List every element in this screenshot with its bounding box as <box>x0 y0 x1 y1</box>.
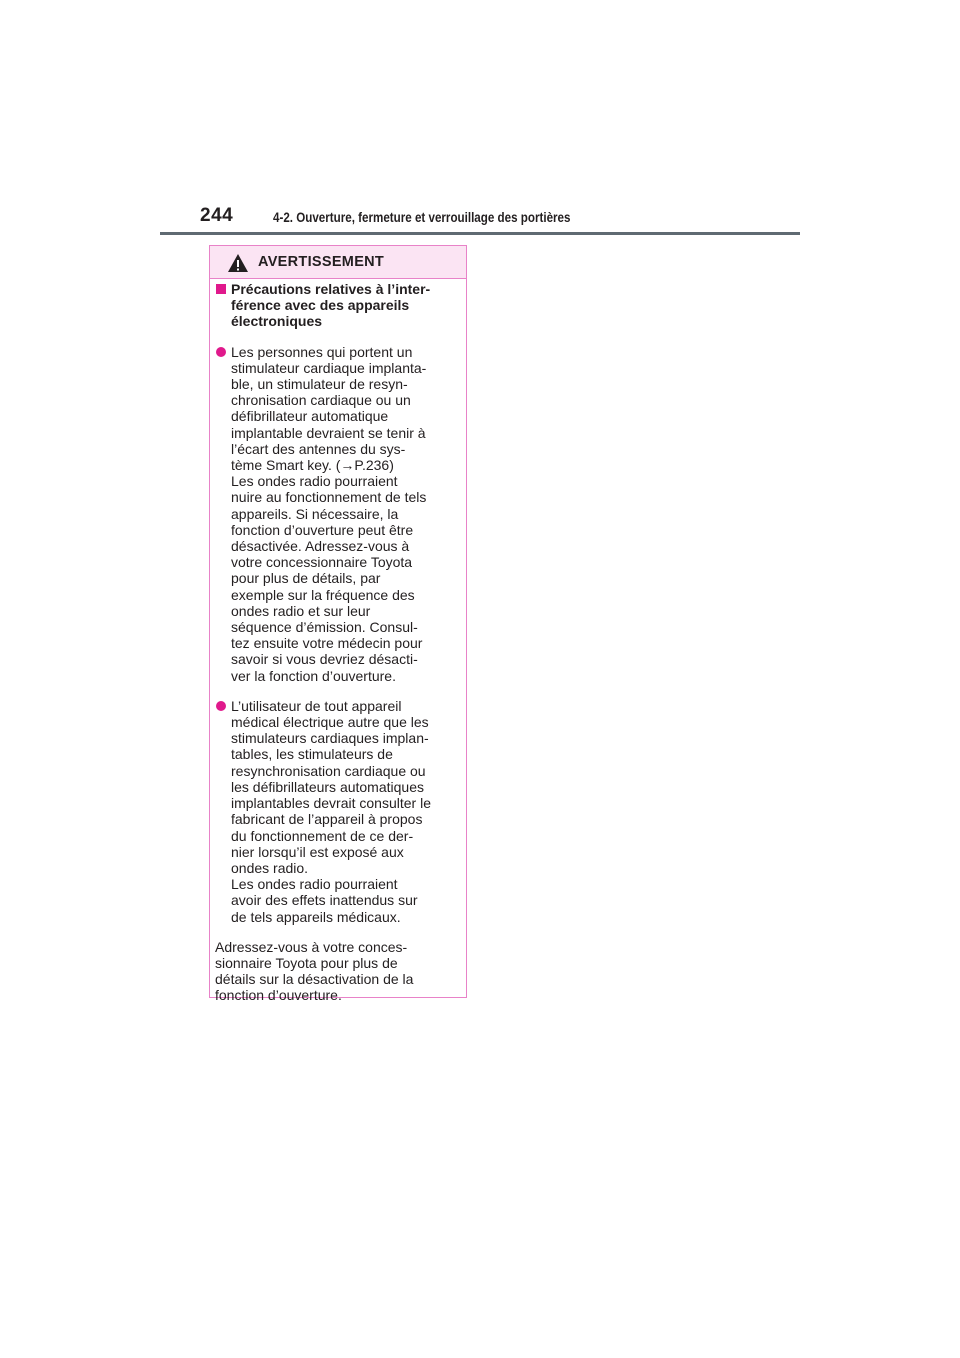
text-line: défibrillateur automatique <box>231 408 389 425</box>
text-line: avoir des effets inattendus sur <box>231 892 418 909</box>
text-line: votre concessionnaire Toyota <box>231 554 413 571</box>
text-line: tème Smart key. (→P.236) <box>231 457 394 474</box>
text-line: ble, un stimulateur de resyn- <box>231 376 408 393</box>
text-line: Adressez-vous à votre conces- <box>215 938 408 955</box>
text-line: chronisation cardiaque ou un <box>231 392 411 409</box>
circle-bullet-icon <box>216 701 226 711</box>
warning-body <box>215 280 465 1004</box>
warning-title: AVERTISSEMENT <box>258 254 385 270</box>
text-line: l’écart des antennes du sys- <box>231 440 406 457</box>
bullet-text <box>231 344 465 684</box>
section-title: 4-2. Ouverture, fermeture et verrouillage des portières <box>273 210 571 225</box>
text-line: fonction d’ouverture peut être <box>231 521 414 538</box>
text-line: savoir si vous devriez désacti- <box>231 651 418 668</box>
text-line: férence avec des appareils <box>231 297 410 314</box>
square-bullet-icon <box>216 284 226 294</box>
text-line: ver la fonction d’ouverture. <box>231 667 396 684</box>
bullet-text <box>231 698 465 925</box>
footer-paragraph <box>215 939 465 1004</box>
text-line: médical électrique autre que les <box>231 714 429 731</box>
text-line: sionnaire Toyota pour plus de <box>215 954 398 971</box>
text-line: fonction d’ouverture. <box>215 987 342 1004</box>
text-line: détails sur la désactivation de la <box>215 971 414 988</box>
text-line: séquence d’émission. Consul- <box>231 619 418 636</box>
text-line: fabricant de l’appareil à propos <box>231 811 423 828</box>
subsection-heading <box>215 281 465 330</box>
text-line: ondes radio et sur leur <box>231 602 371 619</box>
text-line: les défibrillateurs automatiques <box>231 778 424 795</box>
text-line: de tels appareils médicaux. <box>231 908 401 925</box>
text-line: du fonctionnement de ce der- <box>231 827 414 844</box>
warning-header <box>210 246 466 279</box>
bullet-item-pacemaker <box>215 344 465 684</box>
text-line: Les ondes radio pourraient <box>231 473 398 490</box>
text-line: tez ensuite votre médecin pour <box>231 635 423 652</box>
text-line: stimulateurs cardiaques implan- <box>231 730 429 747</box>
warning-box <box>209 245 467 1004</box>
text-line: implantable devraient se tenir à <box>231 424 426 441</box>
text-line: tables, les stimulateurs de <box>231 746 393 763</box>
text-line: nuire au fonctionnement de tels <box>231 489 427 506</box>
page-header <box>160 204 800 234</box>
text-line: Précautions relatives à l’inter- <box>231 281 431 297</box>
text-line: resynchronisation cardiaque ou <box>231 762 426 779</box>
text-line: nier lorsqu’il est exposé aux <box>231 843 404 860</box>
text-line: implantables devrait consulter le <box>231 795 431 812</box>
text-line: désactivée. Adressez-vous à <box>231 538 410 555</box>
warning-triangle-icon <box>227 253 249 273</box>
text-line: appareils. Si nécessaire, la <box>231 505 399 522</box>
text-line: L’utilisateur de tout appareil <box>231 697 402 714</box>
text-line: pour plus de détails, par <box>231 570 381 587</box>
bullet-item-medical-device <box>215 698 465 925</box>
text-line: ondes radio. <box>231 859 309 876</box>
text-line: stimulateur cardiaque implanta- <box>231 359 427 376</box>
header-rule <box>160 232 800 235</box>
text-line: exemple sur la fréquence des <box>231 586 415 603</box>
text-line: Les personnes qui portent un <box>231 343 413 360</box>
text-line: Les ondes radio pourraient <box>231 876 398 893</box>
circle-bullet-icon <box>216 347 226 357</box>
text-line: électroniques <box>231 313 323 330</box>
page-number: 244 <box>200 205 234 226</box>
heading-text <box>231 281 465 330</box>
